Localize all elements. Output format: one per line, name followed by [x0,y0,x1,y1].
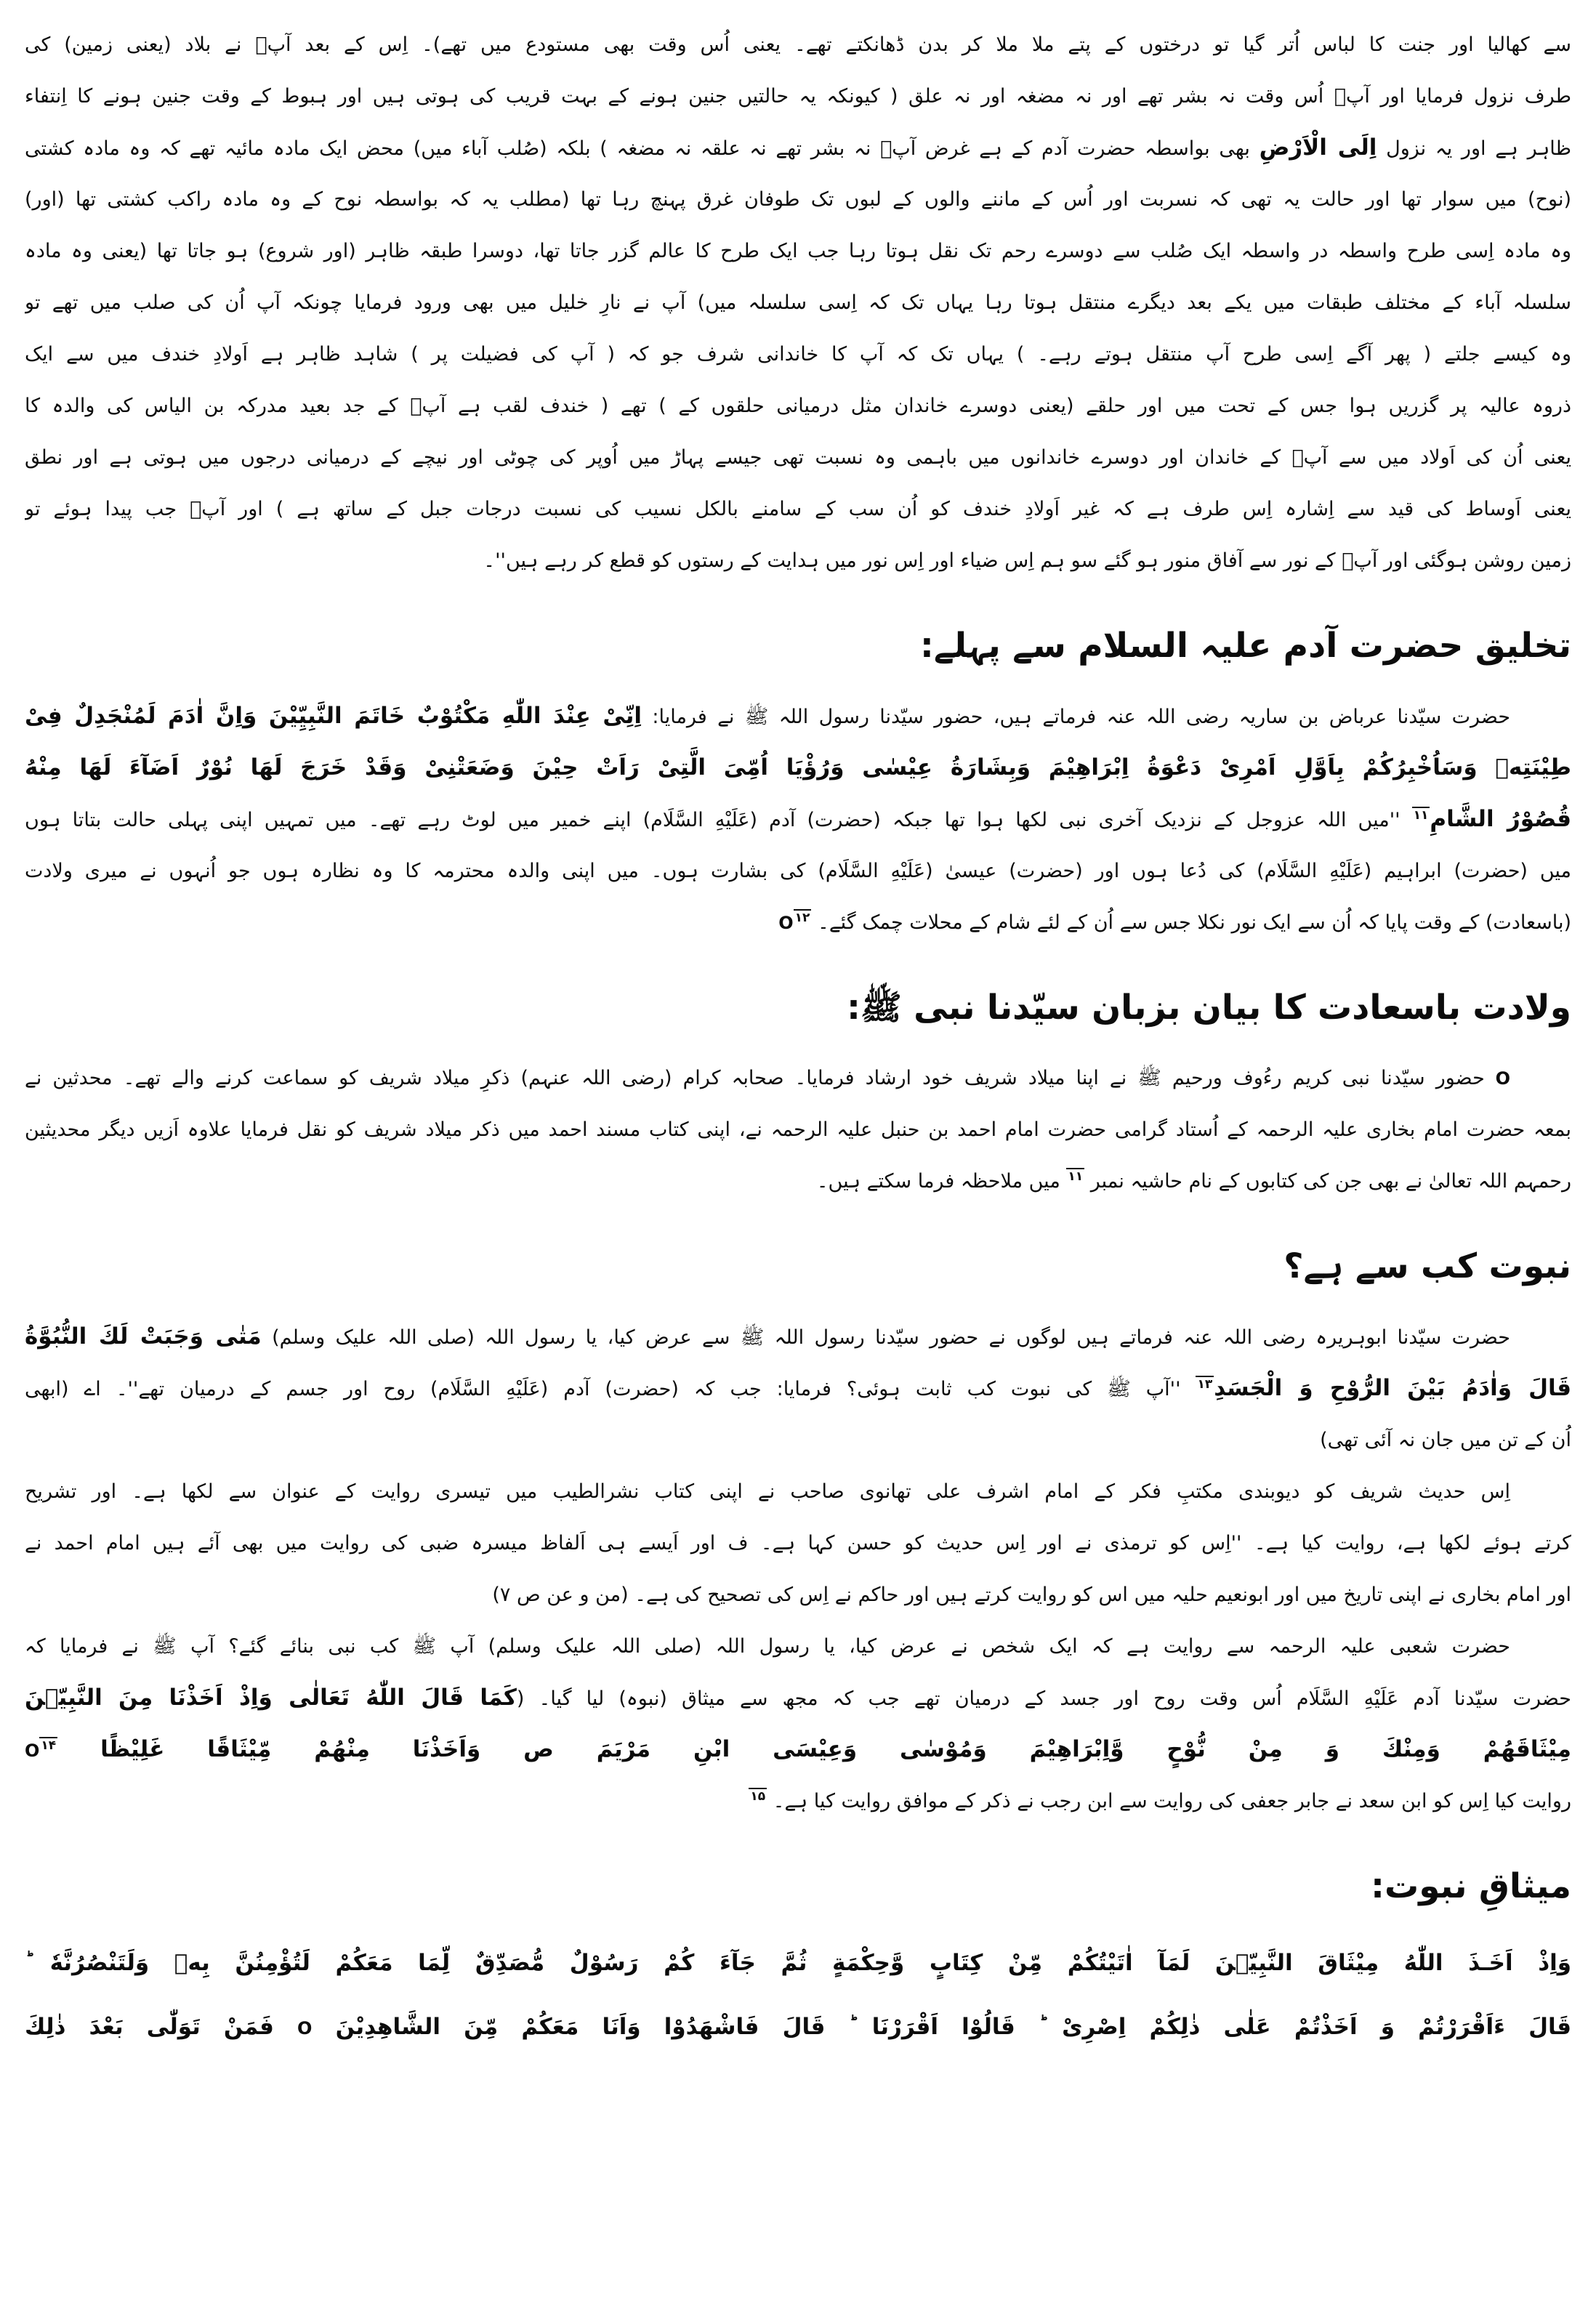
text-line [25,1466,1571,1517]
text-line [25,328,1571,380]
text-line [25,1994,1571,2058]
text-line [25,845,1571,897]
text-segment: اِس حدیث شریف کو دیوبندی مکتبِ فکر کے امام اشرف علی تھانوی صاحب نے اپنی کتاب نشرالطیب میں تیسری روایت کے عنوان سے لکھا ہے۔ اور تشریح [25,1480,1510,1503]
text-segment: روایت کیا اِس کو ابن سعد نے جابر جعفی کی روایت سے ابن رجب نے ذکر کے موافق روایت کیا ہے۔ [767,1789,1571,1812]
text-segment: رحمہم اللہ تعالیٰ نے بھی جن کی کتابوں کے نام حاشیہ نمبر [1084,1169,1571,1193]
text-segment: بمعہ حضرت امام بخاری علیہ الرحمہ کے اُستاد گرامی حضرت امام احمد بن حنبل علیہ الرحمہ نے، اپنی کتاب مسند احمد میں ذکر میلاد شریف کو نقل فرمایا علاوہ اَزیں دیگر محدیثین [25,1118,1571,1141]
verse-end-marker: O [25,1740,40,1761]
text-line [25,794,1571,845]
text-segment: مِيْثَاقَهُمْ وَمِنْكَ وَ مِنْ نُّوْحٍ وَّاِبْرَاهِيْمَ وَمُوْسٰى وَعِيْسَى ابْنِ مَرْيَمَ ص وَاَخَذْنَا مِنْهُمْ مِّيْثَاقًا غَلِيْظًا [57,1735,1571,1762]
footnote-marker: ۱۳ [1197,1376,1213,1392]
text-line [25,1930,1571,1994]
text-line [25,1621,1571,1672]
text-segment: زمین روشن ہوگئی اور آپؐ کے نور سے آفاق منور ہو گئے سو ہم اِس ضیاء اور اِس نور میں ہدایت کے رستوں کو قطع کر رہے ہیں''۔ [483,549,1571,572]
text-segment: ذروہ عالیہ پر گزریں ہوا جس کے تحت میں اور حلقے (یعنی دوسرے خاندان مثل درمیانی حلقوں کے ) تھے ( خندف لقب ہے آپؐ کے جد بعید مدرکہ بن الیاس کی والدہ کا [25,395,1571,417]
text-line [25,122,1571,174]
footnote-marker: ۱۴ [41,1738,57,1753]
text-line [25,742,1571,794]
text-segment: حضرت سیّدنا عرباض بن ساریہ رضی اللہ عنہ فرماتے ہیں، حضور سیّدنا رسول اللہ ﷺ نے فرمایا: [642,705,1511,728]
hadith-irbad-paragraph [25,690,1571,948]
thanvi-commentary-paragraph [25,1466,1571,1621]
text-segment: میں (حضرت) ابراہیم (عَلَيْهِ السَّلَام) کی دُعا ہوں اور (حضرت) عیسیٰ (عَلَيْهِ السَّلَام) کی بشارت ہوں۔ میں اپنی والدہ محترمہ کا وہ نظارہ ہوں جو اُنہوں نے میری ولادت [25,859,1571,882]
section-heading-wiladat: ولادت باسعادت کا بیان بزبان سیّدنا نبی ﷺ: [847,987,1571,1028]
text-segment: سے کھالیا اور جنت کا لباس اُتر گیا تو درختوں کے پتے ملا ملا کر بدن ڈھانکتے تھے۔ یعنی اُس وقت بھی مستودع میں تھے)۔ اِس کے بعد آپؐ نے بلاد (یعنی زمین) کی [25,33,1571,56]
text-segment: فَمَنْ تَوَلّٰى بَعْدَ ذٰلِكَ [25,2014,298,2041]
text-segment: یعنی اَوساط کی قید سے اِشارہ اِس طرف ہے کہ غیر اَولادِ خندف کو اُن سب کے سامنے بالکل نسیب کی نسبت درجات جبل کے ساتھ ہے ) اور آپؐ جب پیدا ہوئے تو [25,498,1571,520]
hadith-shabi-paragraph [25,1621,1571,1827]
text-segment: (باسعادت) کے وقت پایا کہ اُن سے ایک نور نکلا جس سے اُن کے لئے شام کے محلات چمک گئے۔ [811,911,1571,934]
text-segment: حضرت سیّدنا ابوہریرہ رضی اللہ عنہ فرماتے ہیں لوگوں نے حضور سیّدنا رسول اللہ ﷺ سے عرض کیا، یا رسول اللہ (صلی اللہ علیک وسلم) [261,1326,1510,1349]
text-segment: میں ملاحظہ فرما سکتے ہیں۔ [816,1169,1067,1193]
text-line [25,380,1571,432]
text-segment: اِلَى الْاَرْضِ [1259,134,1377,161]
text-line [25,897,1571,948]
verse-end-marker: O [297,2018,313,2039]
page-content [25,19,1571,2058]
text-segment: یعنی اُن کی اَولاد میں سے آپؐ کے خاندان اور دوسرے خاندانوں میں باہمی وہ نسبت تھی جیسے پہاڑ میں اُوپر کی چوٹی اور نیچے کے درمیانی درجوں میں ہوتی ہے اور نطق [25,446,1571,469]
text-line [25,19,1571,70]
text-line [25,1104,1571,1156]
text-line [25,690,1571,742]
text-line [25,432,1571,483]
text-segment: وَاِذْ اَخَـذَ اللّٰهُ مِيْثَاقَ النَّبِيّٖنَ لَمَآ اٰتَيْتُكُمْ مِّنْ كِتَابٍ وَّحِكْمَةٍ ثُمَّ جَآءَ كُمْ رَسُوْلٌ مُّصَدِّقٌ لِّمَا مَعَكُمْ لَتُؤْمِنُنَّ بِهٖ وَلَتَنْصُرُنَّهٗ ؕ [25,1950,1571,1977]
text-line [25,277,1571,328]
text-segment: کرتے ہوئے لکھا ہے، روایت کیا ہے۔ ''اِس کو ترمذی نے اور اِس حدیث کو حسن کہا ہے۔ ف اور اَیسے ہی اَلفاظ میسرہ ضبی کی روایت میں بھی آئے ہیں امام احمد نے [25,1531,1571,1554]
text-line [25,1775,1571,1827]
text-line [25,535,1571,586]
footnote-marker: ۱۵ [750,1788,766,1804]
text-line [25,1517,1571,1569]
text-segment: قُصُوْرُ الشَّامِ [1430,805,1571,832]
text-segment: طرف نزول فرمایا اور آپؐ اُس وقت نہ بشر تھے اور نہ مضغہ اور نہ علق ( کیونکہ یہ حالتیں جنین ہونے کے بہت قریب کی ہوتی ہیں اور ہبوط کے وقت جنین ہونے کا اِنتفاء [25,85,1571,108]
text-segment: وہ مادہ اِسی طرح واسطہ در واسطہ ایک صُلب سے دوسرے رحم تک نقل ہوتا رہا جب ایک طرح کا عالم گزر جاتا تھا، دوسرا طبقہ ظاہر (اور شروع) ہو جاتا تھا (یعنی وہ مادہ [25,240,1571,262]
text-segment: اور امام بخاری نے اپنی تاریخ میں اور ابونعیم حلیہ میں اس کو روایت کرتے ہیں اور حاکم نے اِس کی تصحیح کی ہے۔ (من و عن ص ۷) [492,1583,1571,1606]
text-line [25,1414,1571,1466]
text-segment: حضور سیّدنا نبی کریم رءُوف ورحیم ﷺ نے اپنا میلاد شریف خود ارشاد فرمایا۔ صحابہ کرام (رضی اللہ عنہم) ذکرِ میلاد شریف کو سماعت کرنے والے تھے۔ محدثین نے [25,1066,1485,1089]
text-segment: اِنِّىْ عِنْدَ اللّٰهِ مَكْتُوْبٌ خَاتَمَ النَّبِيِّيْنَ وَاِنَّ اٰدَمَ لَمُنْجَدِلٌ فِىْ [25,702,642,729]
text-line [25,1156,1571,1207]
text-segment: سلسلہ آباء کے مختلف طبقات میں یکے بعد دیگرے منتقل ہوتا رہا یہاں تک کہ اِسی سلسلہ میں) آپ نے نارِ خلیل میں بھی ورود فرمایا چونکہ آپ اُن کی صلب میں تھے تو [25,291,1571,314]
text-segment: ''آپ ﷺ کی نبوت کب ثابت ہوئی؟ فرمایا: جب کہ (حضرت) آدم (عَلَيْهِ السَّلَام) روح اور جسم کے درمیان تھے''۔ اے (ابھی [25,1377,1196,1400]
text-segment: طِيْنَتِهٖ وَسَاُخْبِرُكُمْ بِاَوَّلِ اَمْرِىْ دَعْوَةُ اِبْرَاهِيْمَ وَبِشَارَةُ عِيْسٰى وَرُؤْيَا اُمِّىَ الَّتِىْ رَاَتْ حِيْنَ وَضَعَتْنِىْ وَقَدْ خَرَجَ لَهَا نُوْرٌ اَضَآءَ لَهَا مِنْهُ [25,754,1571,781]
footnote-marker: ۱۱ [1413,807,1429,823]
text-line [25,1569,1571,1621]
text-segment: حضرت سیّدنا آدم عَلَيْهِ السَّلَام اُس وقت روح اور جسد کے درمیان تھے جب کہ مجھ سے میثاق (نبوہ) لیا گیا۔ ( [516,1687,1571,1710]
text-segment: بھی بواسطہ حضرت آدم کے ہے غرض آپؐ نہ بشر تھے نہ علقہ نہ مضغہ ) بلکہ (صُلب آباء میں) محض ایک مادہ مائیہ تھے کہ وہ مادہ کشتی [25,137,1260,160]
text-segment: وہ کیسے جلتے ( پھر آگے اِسی طرح آپ منتقل ہوتے رہے۔ ) یہاں تک کہ آپ کا خاندانی شرف جو کہ ( آپ کی فضیلت پر ) شاہد ظاہر ہے اَولادِ خندف میں سے ایک [25,343,1571,366]
text-segment: حضرت شعبی علیہ الرحمہ سے روایت ہے کہ ایک شخص نے عرض کیا، یا رسول اللہ (صلی اللہ علیک وسلم) آپ ﷺ کب نبی بنائے گئے؟ آپ ﷺ نے فرمایا کہ [25,1634,1511,1658]
text-line [25,1052,1571,1104]
text-line [25,1311,1571,1363]
continuation-paragraph [25,19,1571,586]
quran-misaq-paragraph [25,1930,1571,2058]
text-segment: ظاہر ہے اور یہ نزول [1377,137,1571,160]
text-line [25,225,1571,277]
text-segment: قَالَ وَاٰدَمُ بَيْنَ الرُّوْحِ وَ الْجَسَدِ [1214,1374,1571,1401]
text-segment: اُن کے تن میں جان نہ آئی تھی) [1320,1428,1571,1451]
text-segment: مَتٰى وَجَبَتْ لَكَ النُّبُوَّةُ [25,1323,262,1350]
milad-paragraph [25,1052,1571,1207]
hadith-abuhuraira-paragraph [25,1311,1571,1466]
text-line [25,1672,1571,1724]
verse-end-marker: O [778,912,794,933]
text-line [25,70,1571,122]
text-line [25,1724,1571,1775]
text-segment: قَالَ ءَاَقْرَرْتُمْ وَ اَخَذْتُمْ عَلٰى ذٰلِكُمْ اِصْرِىْ ؕ قَالُوْا اَقْرَرْنَا ؕ قَالَ فَاشْهَدُوْا وَاَنَا مَعَكُمْ مِّنَ الشَّاهِدِيْنَ [312,2014,1571,2041]
section-heading-misaq: میثاقِ نبوت: [1371,1866,1571,1906]
section-heading-nubuwwat: نبوت کب سے ہے؟ [1283,1246,1571,1286]
text-line [25,1363,1571,1414]
footnote-marker: ۱۲ [794,910,810,925]
footnote-marker: ۱۱ [1068,1169,1084,1184]
text-segment: ''میں اللہ عزوجل کے نزدیک آخری نبی لکھا ہوا تھا جبکہ (حضرت) آدم (عَلَيْهِ السَّلَام) اپنے خمیر میں لوٹ رہے تھے۔ میں تمہیں اپنی پہلی حالت بتاتا ہوں [25,808,1412,831]
text-line [25,483,1571,535]
text-line [25,174,1571,225]
section-heading-takhleeq: تخلیق حضرت آدم علیہ السلام سے پہلے: [920,626,1571,666]
verse-end-marker: O [1484,1068,1510,1089]
text-segment: كَمَا قَالَ اللّٰهُ تَعَالٰى وَاِذْ اَخَذْنَا مِنَ النَّبِيّٖنَ [25,1684,517,1711]
text-segment: (نوح) میں سوار تھا اور حالت یہ تھی کہ نسربت اور اُس کے ماننے والوں کے لبوں تک طوفان غرق پہنچ رہا تھا (مطلب یہ کہ بواسطہ نوح کے وہ مادہ راکب کشتی تھا (اور) [25,188,1571,211]
